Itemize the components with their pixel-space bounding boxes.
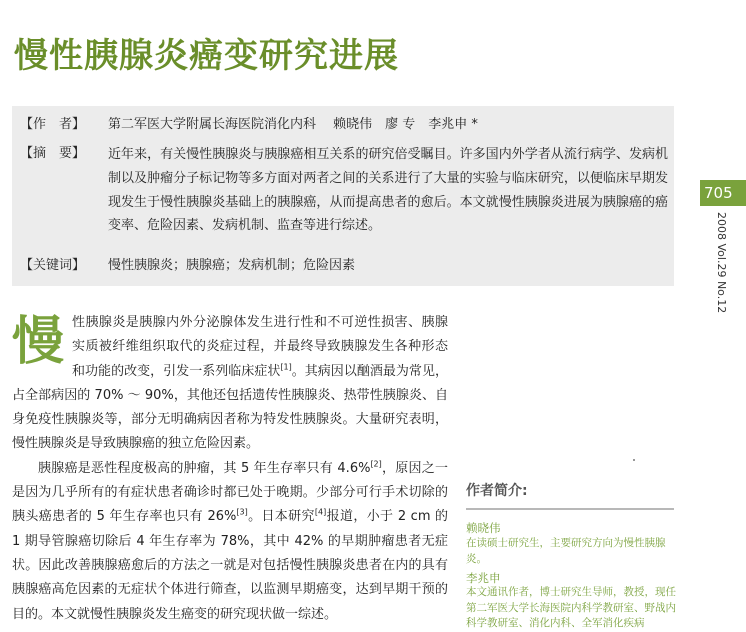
p2-text-d: 报道，小于 2 cm 的 1 期导管腺癌切除后 4 年生存率为 78%，其中 42% 的早期肿瘤患者无症状。因此改善胰腺癌愈后的方法之一就是对包括慢性胰腺炎患者在内的具有胰腺癌高危因素的无症状个体进行筛查，以监测早期癌变，达到早期干预的目的。本文就慢性胰腺炎发生癌变的研究现状做一综述。 xyxy=(12,509,448,622)
journal-info: 2008 Vol.29 No.12 xyxy=(715,212,728,314)
ref-3: [3] xyxy=(236,508,248,518)
article-title: 慢性胰腺炎癌变研究进展 xyxy=(14,36,399,76)
summary-label: 【摘 要】 xyxy=(20,146,86,161)
author2-desc: 本文通讯作者，博士研究生导师，教授，现任第二军医大学长海医院内科学教研室、野战内科学教研室、消化内科、全军消化疾病 xyxy=(466,586,676,629)
author1-desc: 在读硕士研究生，主要研究方向为慢性胰腺炎。 xyxy=(466,537,666,565)
article-body xyxy=(12,311,448,627)
summary-value: 近年来，有关慢性胰腺炎与胰腺癌相互关系的研究倍受瞩目。许多国内外学者从流行病学、发病机制以及肿瘤分子标记物等多方面对两者之间的关系进行了大量的实验与临床研究，以便临床早期发现发生于慢性胰腺炎基础上的胰腺癌，从而提高患者的愈后。本文就慢性胰腺炎进展为胰腺癌的癌变率、危险因素、发病机制、监查等进行综述。 xyxy=(108,147,668,234)
decorative-dot xyxy=(633,459,635,461)
abstract-box xyxy=(12,106,674,286)
author1-name: 赖晓伟 xyxy=(466,521,501,535)
ref-4: [4] xyxy=(314,508,327,518)
p2-text-b: ，原因之一是因为几乎所有的有症状患者确诊时都已处于晚期。少部分可行手术切除的胰头癌患者的 5 年生存率也只有 26% xyxy=(12,460,448,525)
p2-text-a: 胰腺癌是恶性程度极高的肿瘤，其 5 年生存率只有 4.6% xyxy=(38,460,371,476)
author-bio-heading: 作者简介: xyxy=(466,480,674,510)
p1-text-b: 。其病因以酗酒最为常见，占全部病因的 70% ～ 90%，其他还包括遗传性胰腺炎、热带性胰腺炎、自身免疫性胰腺炎等，部分无明确病因者称为特发性胰腺炎。大量研究表明，慢性胰腺炎是导致胰腺癌的独立危险因素。 xyxy=(12,363,448,452)
paragraph-1 xyxy=(12,311,448,457)
ref-1: [1] xyxy=(280,362,292,372)
p1-text-a: 性胰腺炎是胰腺内外分泌腺体发生进行性和不可逆性损害、胰腺实质被纤维组织取代的炎症过程，并最终导致胰腺发生各种形态和功能的改变，引发一系列临床症状 xyxy=(72,315,448,379)
ref-2: [2] xyxy=(370,459,382,469)
page-number: 705 xyxy=(700,180,746,206)
drop-cap: 慢 xyxy=(12,312,65,372)
author-label: 【作 者】 xyxy=(20,117,86,132)
author2-name: 李兆申 xyxy=(466,571,501,585)
keywords-label: 【关键词】 xyxy=(20,258,86,273)
keywords-value: 慢性胰腺炎；胰腺癌；发病机制；危险因素 xyxy=(108,258,356,273)
p2-text-c: 。日本研究 xyxy=(247,509,315,525)
author-value: 第二军医大学附属长海医院消化内科 赖晓伟 廖 专 李兆申 * xyxy=(108,117,478,132)
paragraph-2 xyxy=(12,457,448,627)
